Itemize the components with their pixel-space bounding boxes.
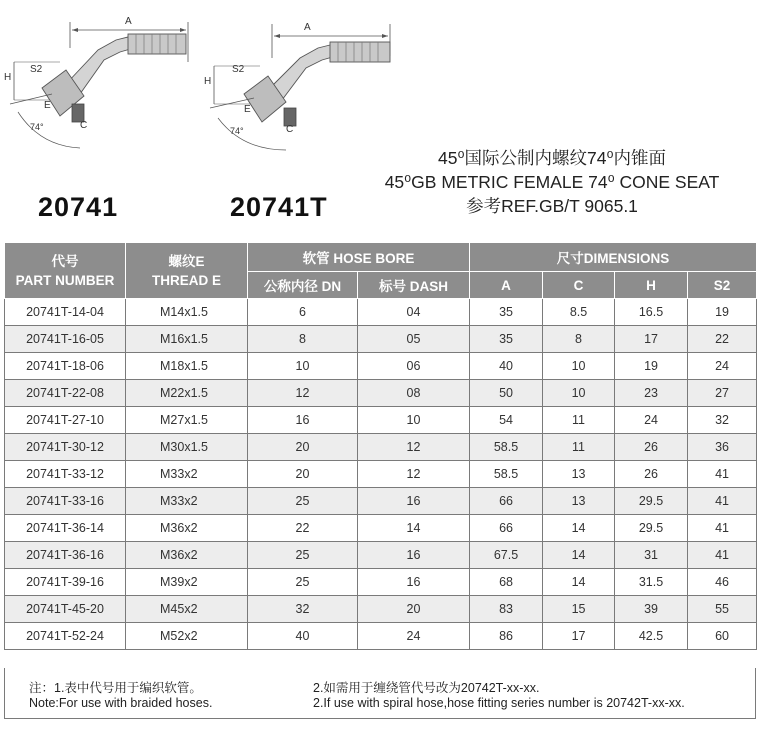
cell-s2: 36 <box>688 434 757 461</box>
cell-a: 66 <box>470 515 543 542</box>
table-row <box>5 299 757 326</box>
table-row <box>5 353 757 380</box>
cell-dn: 25 <box>248 569 358 596</box>
cell-c: 11 <box>543 434 615 461</box>
note2-cn: 2.如需用于缠绕管代号改为20742T-xx-xx. <box>313 681 540 695</box>
dim-s2-label: S2 <box>30 64 43 75</box>
cell-part: 20741T-18-06 <box>5 353 126 380</box>
cell-h: 24 <box>615 407 688 434</box>
cell-c: 8 <box>543 326 615 353</box>
cell-h: 16.5 <box>615 299 688 326</box>
header-a: A <box>470 272 543 299</box>
cell-h: 19 <box>615 353 688 380</box>
cell-h: 39 <box>615 596 688 623</box>
cell-s2: 55 <box>688 596 757 623</box>
title-chinese: 45⁰国际公制内螺纹74⁰内锥面 <box>438 148 666 168</box>
cell-s2: 60 <box>688 623 757 650</box>
cell-dash: 05 <box>358 326 470 353</box>
cell-a: 83 <box>470 596 543 623</box>
cell-c: 14 <box>543 542 615 569</box>
cell-dn: 25 <box>248 542 358 569</box>
header-part-number <box>5 243 126 299</box>
title-english: 45⁰GB METRIC FEMALE 74⁰ CONE SEAT <box>384 172 720 192</box>
cell-h: 26 <box>615 434 688 461</box>
fitting-drawing-20741 <box>0 0 200 165</box>
spec-table-body <box>5 299 757 650</box>
cell-part: 20741T-16-05 <box>5 326 126 353</box>
cell-dash: 06 <box>358 353 470 380</box>
dim-a-label: A <box>125 16 132 27</box>
cell-part: 20741T-33-12 <box>5 461 126 488</box>
cell-dash: 12 <box>358 434 470 461</box>
cell-thread: M33x2 <box>126 461 248 488</box>
cell-thread: M18x1.5 <box>126 353 248 380</box>
cell-part: 20741T-22-08 <box>5 380 126 407</box>
dim-c-label: C <box>286 124 294 135</box>
header-dimensions: 尺寸DIMENSIONS <box>470 243 757 272</box>
table-row <box>5 623 757 650</box>
fitting-diagram-20741 <box>0 0 200 165</box>
cell-a: 54 <box>470 407 543 434</box>
cell-h: 26 <box>615 461 688 488</box>
cell-s2: 41 <box>688 461 757 488</box>
cell-thread: M14x1.5 <box>126 299 248 326</box>
cell-s2: 19 <box>688 299 757 326</box>
cell-h: 17 <box>615 326 688 353</box>
cell-dn: 8 <box>248 326 358 353</box>
dim-h-label: H <box>4 72 12 83</box>
dim-s2-label: S2 <box>232 64 245 75</box>
cell-dash: 10 <box>358 407 470 434</box>
header-s2: S2 <box>688 272 757 299</box>
table-row <box>5 461 757 488</box>
cell-a: 66 <box>470 488 543 515</box>
header-part-cn: 代号 <box>51 253 79 269</box>
cell-dash: 24 <box>358 623 470 650</box>
cell-c: 13 <box>543 461 615 488</box>
table-row <box>5 596 757 623</box>
cell-dn: 16 <box>248 407 358 434</box>
cell-part: 20741T-33-16 <box>5 488 126 515</box>
title-reference: 参考REF.GB/T 9065.1 <box>466 196 638 216</box>
cell-thread: M52x2 <box>126 623 248 650</box>
table-row <box>5 542 757 569</box>
dim-angle-label: 74° <box>230 126 244 136</box>
note1-cn: 注：1.表中代号用于编织软管。 <box>29 681 202 695</box>
header-hose-bore: 软管 HOSE BORE <box>248 243 470 272</box>
header-h: H <box>615 272 688 299</box>
cell-dash: 04 <box>358 299 470 326</box>
cell-c: 11 <box>543 407 615 434</box>
fitting-diagram-20741t <box>200 0 410 165</box>
cell-part: 20741T-45-20 <box>5 596 126 623</box>
cell-part: 20741T-36-14 <box>5 515 126 542</box>
cell-a: 68 <box>470 569 543 596</box>
cell-s2: 46 <box>688 569 757 596</box>
table-row <box>5 515 757 542</box>
spec-table <box>4 242 757 650</box>
table-row <box>5 326 757 353</box>
cell-c: 14 <box>543 569 615 596</box>
cell-s2: 41 <box>688 488 757 515</box>
cell-part: 20741T-30-12 <box>5 434 126 461</box>
cell-dash: 12 <box>358 461 470 488</box>
cell-a: 50 <box>470 380 543 407</box>
cell-a: 67.5 <box>470 542 543 569</box>
header-dn: 公称内径 DN <box>248 272 358 299</box>
cell-thread: M22x1.5 <box>126 380 248 407</box>
cell-dn: 12 <box>248 380 358 407</box>
header-part-en: PART NUMBER <box>15 272 115 288</box>
cell-c: 17 <box>543 623 615 650</box>
cell-a: 40 <box>470 353 543 380</box>
cell-c: 10 <box>543 353 615 380</box>
cell-dn: 25 <box>248 488 358 515</box>
cell-dn: 40 <box>248 623 358 650</box>
table-row <box>5 407 757 434</box>
cell-s2: 22 <box>688 326 757 353</box>
cell-thread: M30x1.5 <box>126 434 248 461</box>
cell-dash: 20 <box>358 596 470 623</box>
cell-part: 20741T-27-10 <box>5 407 126 434</box>
cell-s2: 41 <box>688 542 757 569</box>
cell-h: 29.5 <box>615 488 688 515</box>
cell-dn: 6 <box>248 299 358 326</box>
part-label-20741: 20741 <box>38 192 119 222</box>
title-block <box>352 146 752 218</box>
fitting-drawing-20741t <box>200 0 410 165</box>
cell-h: 31.5 <box>615 569 688 596</box>
cell-h: 23 <box>615 380 688 407</box>
cell-dn: 20 <box>248 434 358 461</box>
cell-dash: 16 <box>358 569 470 596</box>
cell-part: 20741T-52-24 <box>5 623 126 650</box>
cell-dn: 22 <box>248 515 358 542</box>
cell-thread: M36x2 <box>126 542 248 569</box>
cell-dn: 10 <box>248 353 358 380</box>
cell-dn: 32 <box>248 596 358 623</box>
cell-dash: 08 <box>358 380 470 407</box>
cell-h: 31 <box>615 542 688 569</box>
dim-h-label: H <box>204 76 212 87</box>
table-row <box>5 380 757 407</box>
cell-s2: 27 <box>688 380 757 407</box>
cell-a: 58.5 <box>470 434 543 461</box>
header-thread-en: THREAD E <box>151 272 221 288</box>
cell-part: 20741T-36-16 <box>5 542 126 569</box>
cell-a: 58.5 <box>470 461 543 488</box>
cell-c: 13 <box>543 488 615 515</box>
cell-h: 29.5 <box>615 515 688 542</box>
table-row <box>5 569 757 596</box>
cell-a: 35 <box>470 326 543 353</box>
cell-c: 14 <box>543 515 615 542</box>
cell-s2: 41 <box>688 515 757 542</box>
header-c: C <box>543 272 615 299</box>
cell-thread: M45x2 <box>126 596 248 623</box>
cell-dash: 16 <box>358 488 470 515</box>
cell-thread: M39x2 <box>126 569 248 596</box>
table-row <box>5 488 757 515</box>
cell-a: 35 <box>470 299 543 326</box>
dim-a-label: A <box>304 22 311 33</box>
dim-c-label: C <box>80 120 88 131</box>
table-row <box>5 434 757 461</box>
cell-c: 10 <box>543 380 615 407</box>
cell-thread: M33x2 <box>126 488 248 515</box>
cell-thread: M16x1.5 <box>126 326 248 353</box>
cell-s2: 24 <box>688 353 757 380</box>
dim-angle-label: 74° <box>30 122 44 132</box>
cell-c: 8.5 <box>543 299 615 326</box>
cell-thread: M27x1.5 <box>126 407 248 434</box>
cell-c: 15 <box>543 596 615 623</box>
cell-h: 42.5 <box>615 623 688 650</box>
note2-en: 2.If use with spiral hose,hose fitting series number is 20742T-xx-xx. <box>313 696 685 710</box>
cell-dash: 16 <box>358 542 470 569</box>
cell-dash: 14 <box>358 515 470 542</box>
header-dash: 标号 DASH <box>358 272 470 299</box>
cell-thread: M36x2 <box>126 515 248 542</box>
header-thread <box>126 243 248 299</box>
cell-a: 86 <box>470 623 543 650</box>
dim-e-label: E <box>44 100 51 111</box>
header-thread-cn: 螺纹E <box>168 253 205 269</box>
note1-en: Note:For use with braided hoses. <box>29 696 213 710</box>
notes-box <box>4 668 756 719</box>
cell-s2: 32 <box>688 407 757 434</box>
cell-dn: 20 <box>248 461 358 488</box>
cell-part: 20741T-14-04 <box>5 299 126 326</box>
dim-e-label: E <box>244 104 251 115</box>
cell-part: 20741T-39-16 <box>5 569 126 596</box>
part-label-20741t: 20741T <box>230 192 328 222</box>
